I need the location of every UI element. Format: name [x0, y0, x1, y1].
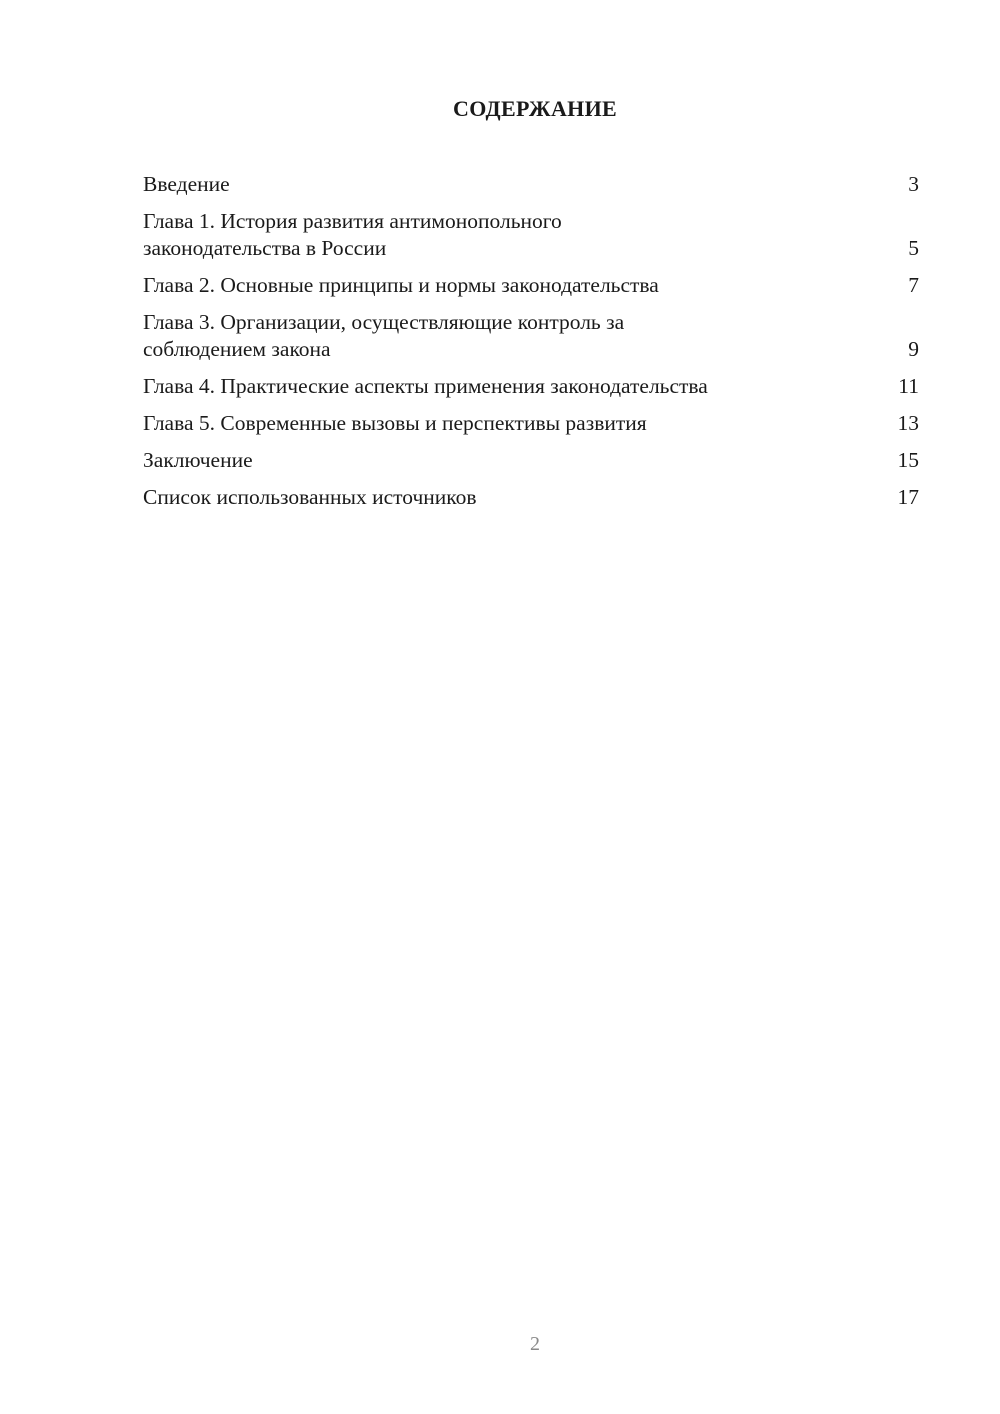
toc-entry-page: 3 [908, 172, 919, 196]
toc-entry-text: Глава 4. Практические аспекты применения законодательства [143, 374, 708, 398]
toc-entry [143, 410, 919, 437]
toc-entry [143, 373, 919, 400]
toc-entry-text: Заключение [143, 448, 253, 472]
toc-entry-page: 15 [897, 448, 919, 472]
toc-entry-page: 5 [908, 236, 919, 260]
toc-entry-page: 11 [898, 374, 919, 398]
toc-entry-page: 13 [897, 411, 919, 435]
toc-entry-page: 17 [897, 485, 919, 509]
toc-entry [143, 447, 919, 474]
toc-entry-text: Глава 3. Организации, осуществляющие контроль за соблюдением закона [143, 310, 625, 361]
toc-entry [143, 309, 919, 363]
toc-entry [143, 484, 919, 511]
page-number: 2 [530, 1333, 540, 1355]
toc-entry-text: Введение [143, 172, 230, 196]
toc-entry-page: 7 [908, 273, 919, 297]
toc-entry-page: 9 [908, 337, 919, 361]
toc-entry-text: Список использованных источников [143, 485, 477, 509]
toc-entry [143, 171, 919, 198]
toc-entry [143, 208, 919, 262]
table-of-contents [143, 171, 919, 521]
toc-entry-text: Глава 2. Основные принципы и нормы законодательства [143, 273, 659, 297]
toc-entry-text: Глава 5. Современные вызовы и перспективы развития [143, 411, 647, 435]
toc-entry-text: Глава 1. История развития антимонопольного законодательства в России [143, 209, 562, 260]
page-title: СОДЕРЖАНИЕ [453, 96, 617, 121]
toc-entry [143, 272, 919, 299]
